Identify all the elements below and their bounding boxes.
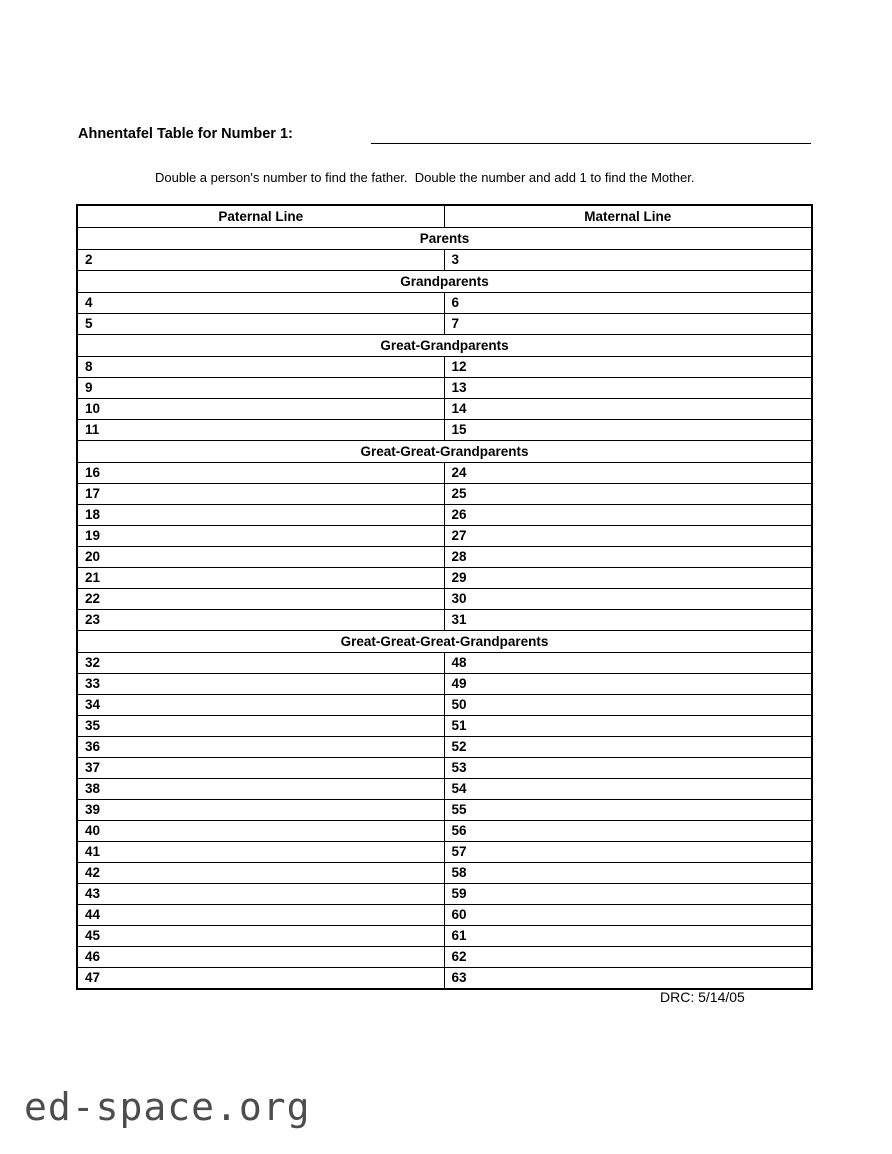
name-fill-in-line[interactable] — [371, 143, 811, 144]
table-row[interactable] — [77, 884, 812, 905]
table-row[interactable] — [77, 821, 812, 842]
cell-maternal-number[interactable]: 27 — [444, 526, 812, 547]
ahnentafel-table-wrapper — [76, 204, 811, 990]
column-header-paternal: Paternal Line — [77, 205, 444, 228]
cell-maternal-number[interactable]: 26 — [444, 505, 812, 526]
cell-paternal-number[interactable]: 16 — [77, 463, 444, 484]
table-row[interactable] — [77, 547, 812, 568]
cell-maternal-number[interactable]: 63 — [444, 968, 812, 990]
cell-maternal-number[interactable]: 53 — [444, 758, 812, 779]
table-row[interactable] — [77, 674, 812, 695]
instruction-text: Double a person's number to find the father. Double the number and add 1 to find the Mother. — [155, 170, 695, 185]
cell-maternal-number[interactable]: 61 — [444, 926, 812, 947]
cell-paternal-number[interactable]: 23 — [77, 610, 444, 631]
table-row[interactable] — [77, 926, 812, 947]
watermark-text: ed-space.org — [24, 1085, 311, 1129]
table-row[interactable] — [77, 378, 812, 399]
table-row[interactable] — [77, 716, 812, 737]
table-row[interactable] — [77, 863, 812, 884]
cell-paternal-number[interactable]: 34 — [77, 695, 444, 716]
cell-maternal-number[interactable]: 28 — [444, 547, 812, 568]
cell-paternal-number[interactable]: 5 — [77, 314, 444, 335]
cell-maternal-number[interactable]: 49 — [444, 674, 812, 695]
table-row[interactable] — [77, 905, 812, 926]
section-label: Great-Great-Great-Grandparents — [77, 631, 812, 653]
table-row[interactable] — [77, 589, 812, 610]
cell-maternal-number[interactable]: 52 — [444, 737, 812, 758]
table-row[interactable] — [77, 758, 812, 779]
table-row[interactable] — [77, 250, 812, 271]
cell-maternal-number[interactable]: 13 — [444, 378, 812, 399]
section-label: Parents — [77, 228, 812, 250]
cell-paternal-number[interactable]: 32 — [77, 653, 444, 674]
cell-paternal-number[interactable]: 11 — [77, 420, 444, 441]
table-row[interactable] — [77, 420, 812, 441]
table-section-header-row — [77, 441, 812, 463]
cell-paternal-number[interactable]: 44 — [77, 905, 444, 926]
cell-maternal-number[interactable]: 56 — [444, 821, 812, 842]
table-row[interactable] — [77, 357, 812, 378]
cell-maternal-number[interactable]: 30 — [444, 589, 812, 610]
cell-maternal-number[interactable]: 24 — [444, 463, 812, 484]
cell-paternal-number[interactable]: 42 — [77, 863, 444, 884]
table-row[interactable] — [77, 463, 812, 484]
cell-paternal-number[interactable]: 19 — [77, 526, 444, 547]
cell-maternal-number[interactable]: 59 — [444, 884, 812, 905]
cell-paternal-number[interactable]: 21 — [77, 568, 444, 589]
table-row[interactable] — [77, 505, 812, 526]
cell-maternal-number[interactable]: 15 — [444, 420, 812, 441]
cell-paternal-number[interactable]: 41 — [77, 842, 444, 863]
column-header-maternal: Maternal Line — [444, 205, 812, 228]
cell-paternal-number[interactable]: 10 — [77, 399, 444, 420]
cell-maternal-number[interactable]: 12 — [444, 357, 812, 378]
table-row[interactable] — [77, 653, 812, 674]
cell-maternal-number[interactable]: 3 — [444, 250, 812, 271]
cell-maternal-number[interactable]: 60 — [444, 905, 812, 926]
cell-paternal-number[interactable]: 22 — [77, 589, 444, 610]
table-section-header-row — [77, 271, 812, 293]
cell-paternal-number[interactable]: 8 — [77, 357, 444, 378]
cell-paternal-number[interactable]: 45 — [77, 926, 444, 947]
credit-text: DRC: 5/14/05 — [660, 989, 745, 1005]
cell-maternal-number[interactable]: 6 — [444, 293, 812, 314]
table-row[interactable] — [77, 779, 812, 800]
cell-paternal-number[interactable]: 39 — [77, 800, 444, 821]
table-header-row — [77, 205, 812, 228]
cell-paternal-number[interactable]: 47 — [77, 968, 444, 990]
cell-maternal-number[interactable]: 48 — [444, 653, 812, 674]
cell-paternal-number[interactable]: 20 — [77, 547, 444, 568]
cell-paternal-number[interactable]: 40 — [77, 821, 444, 842]
table-row[interactable] — [77, 610, 812, 631]
section-label: Great-Grandparents — [77, 335, 812, 357]
table-row[interactable] — [77, 947, 812, 968]
table-row[interactable] — [77, 568, 812, 589]
cell-maternal-number[interactable]: 58 — [444, 863, 812, 884]
cell-paternal-number[interactable]: 4 — [77, 293, 444, 314]
cell-maternal-number[interactable]: 29 — [444, 568, 812, 589]
table-row[interactable] — [77, 737, 812, 758]
cell-paternal-number[interactable]: 33 — [77, 674, 444, 695]
cell-maternal-number[interactable]: 14 — [444, 399, 812, 420]
cell-paternal-number[interactable]: 9 — [77, 378, 444, 399]
cell-paternal-number[interactable]: 36 — [77, 737, 444, 758]
table-row[interactable] — [77, 526, 812, 547]
cell-maternal-number[interactable]: 62 — [444, 947, 812, 968]
table-row[interactable] — [77, 842, 812, 863]
section-label: Grandparents — [77, 271, 812, 293]
table-row[interactable] — [77, 695, 812, 716]
cell-paternal-number[interactable]: 2 — [77, 250, 444, 271]
table-row[interactable] — [77, 968, 812, 990]
table-section-header-row — [77, 335, 812, 357]
cell-maternal-number[interactable]: 31 — [444, 610, 812, 631]
cell-paternal-number[interactable]: 43 — [77, 884, 444, 905]
cell-maternal-number[interactable]: 51 — [444, 716, 812, 737]
ahnentafel-table — [76, 204, 813, 990]
table-row[interactable] — [77, 314, 812, 335]
table-row[interactable] — [77, 484, 812, 505]
title-row — [78, 126, 813, 148]
cell-paternal-number[interactable]: 35 — [77, 716, 444, 737]
cell-paternal-number[interactable]: 18 — [77, 505, 444, 526]
table-row[interactable] — [77, 800, 812, 821]
section-label: Great-Great-Grandparents — [77, 441, 812, 463]
cell-paternal-number[interactable]: 46 — [77, 947, 444, 968]
cell-paternal-number[interactable]: 17 — [77, 484, 444, 505]
table-section-header-row — [77, 228, 812, 250]
cell-maternal-number[interactable]: 25 — [444, 484, 812, 505]
cell-paternal-number[interactable]: 38 — [77, 779, 444, 800]
cell-maternal-number[interactable]: 7 — [444, 314, 812, 335]
cell-maternal-number[interactable]: 55 — [444, 800, 812, 821]
table-row[interactable] — [77, 293, 812, 314]
page-title: Ahnentafel Table for Number 1: — [78, 126, 293, 142]
cell-maternal-number[interactable]: 54 — [444, 779, 812, 800]
table-section-header-row — [77, 631, 812, 653]
cell-paternal-number[interactable]: 37 — [77, 758, 444, 779]
table-row[interactable] — [77, 399, 812, 420]
cell-maternal-number[interactable]: 57 — [444, 842, 812, 863]
cell-maternal-number[interactable]: 50 — [444, 695, 812, 716]
